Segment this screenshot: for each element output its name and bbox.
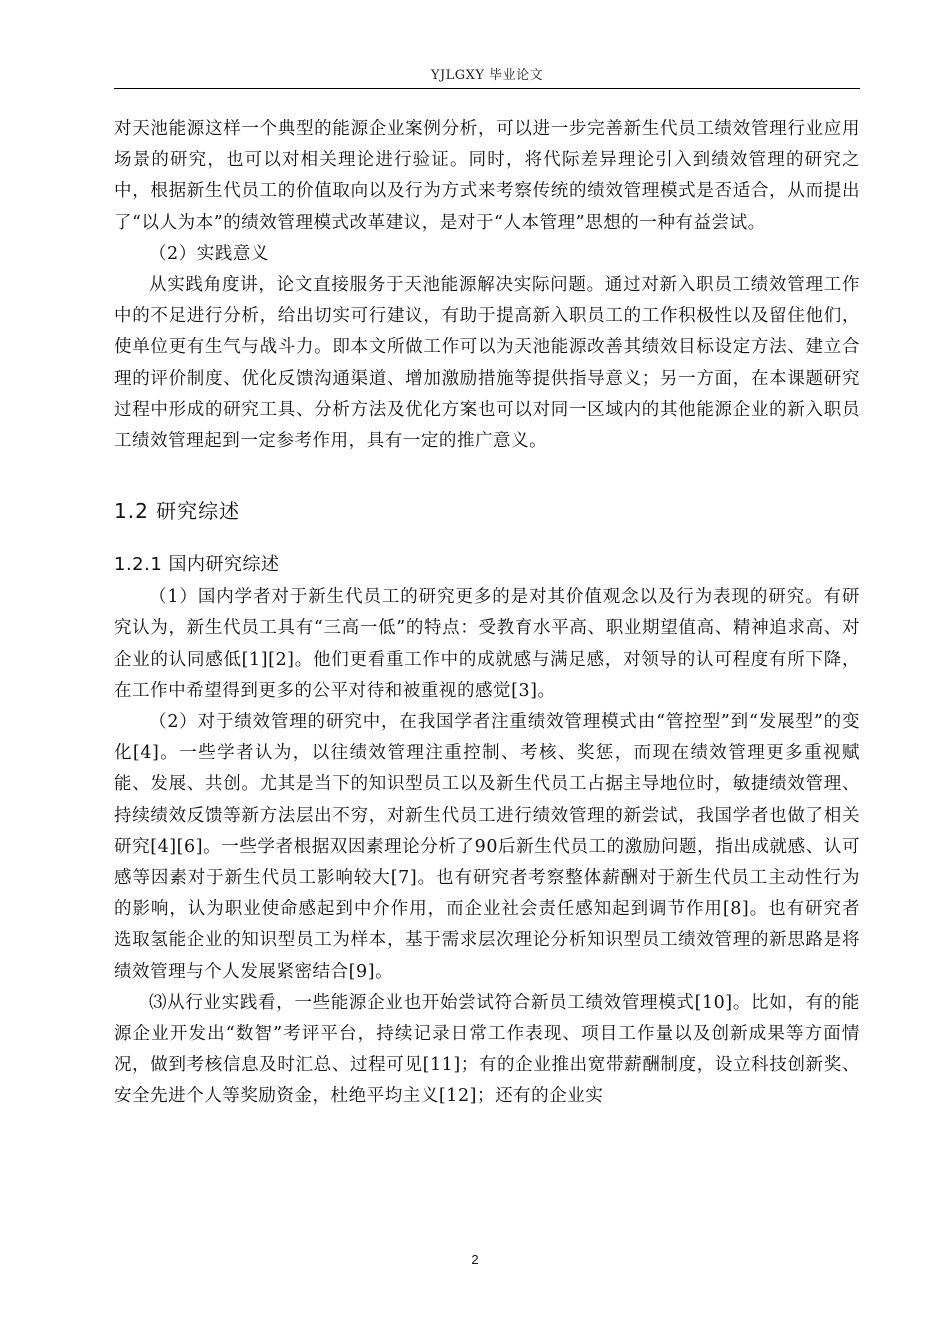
paragraph-domestic-review-2: （2）对于绩效管理的研究中，在我国学者注重绩效管理模式由“管控型”到“发展型”的变化[4]。一些学者认为，以往绩效管理注重控制、考核、奖惩，而现在绩效管理更多重视赋能、发展、共创。尤其是当下的知识型员工以及新生代员工占据主导地位时，敏捷绩效管理、持续绩效反馈等新方法层出不穷，对新生代员工进行绩效管理的新尝试，我国学者也做了相关研究[4][6]。一些学者根据双因素理论分析了90后新生代员工的激励问题，指出成就感、认可感等因素对于新生代员工影响较大[7]。也有研究者考察整体薪酬对于新生代员工主动性行为的影响，认为职业使命感起到中介作用，而企业社会责任感知起到调节作用[8]。也有研究者选取氢能企业的知识型员工为样本，基于需求层次理论分析知识型员工绩效管理的新思路是将绩效管理与个人发展紧密结合[9]。 [114, 712, 860, 982]
header-divider [114, 88, 860, 89]
paragraph-domestic-review-3: ⑶从行业实践看，一些能源企业也开始尝试符合新员工绩效管理模式[10]。比如，有的能源企业开发出“数智”考评平台，持续记录日常工作表现、项目工作量以及创新成果等方面情况，做到考核信息及时汇总、过程可见[11]；有的企业推出宽带薪酬制度，设立科技创新奖、安全先进个人等奖励资金，杜绝平均主义[12]；还有的企业实 [114, 992, 860, 1107]
running-header: YJLGXY 毕业论文 [430, 68, 544, 83]
body-text [114, 114, 860, 1113]
section-heading-literature-review: 1.2 研究综述 [114, 499, 241, 524]
page-number: 2 [471, 1252, 479, 1267]
subheading-practical-significance: （2）实践意义 [149, 243, 269, 264]
paragraph-practical-significance: 从实践角度讲，论文直接服务于天池能源解决实际问题。通过对新入职员工绩效管理工作中的不足进行分析，给出切实可行建议，有助于提高新入职员工的工作积极性以及留住他们，使单位更有生气与战斗力。即本文所做工作可以为天池能源改善其绩效目标设定方法、建立合理的评价制度、优化反馈沟通渠道、增加激励措施等提供指导意义；另一方面，在本课题研究过程中形成的研究工具、分析方法及优化方案也可以对同一区域内的其他能源企业的新入职员工绩效管理起到一定参考作用，具有一定的推广意义。 [114, 275, 860, 452]
paragraph-theory-significance-continued: 对天池能源这样一个典型的能源企业案例分析，可以进一步完善新生代员工绩效管理行业应用场景的研究，也可以对相关理论进行验证。同时，将代际差异理论引入到绩效管理的研究之中，根据新生代员工的价值取向以及行为方式来考察传统的绩效管理模式是否适合，从而提出了“以人为本”的绩效管理模式改革建议，是对于“人本管理”思想的一种有益尝试。 [114, 119, 860, 233]
paragraph-domestic-review-1: （1）国内学者对于新生代员工的研究更多的是对其价值观念以及行为表现的研究。有研究认为，新生代员工具有“三高一低”的特点：受教育水平高、职业期望值高、精神追求高、对企业的认同感低[1][2]。他们更看重工作中的成就感与满足感，对领导的认可程度有所下降，在工作中希望得到更多的公平对待和被重视的感觉[3]。 [114, 587, 860, 701]
subsection-heading-domestic-review: 1.2.1 国内研究综述 [114, 554, 280, 576]
